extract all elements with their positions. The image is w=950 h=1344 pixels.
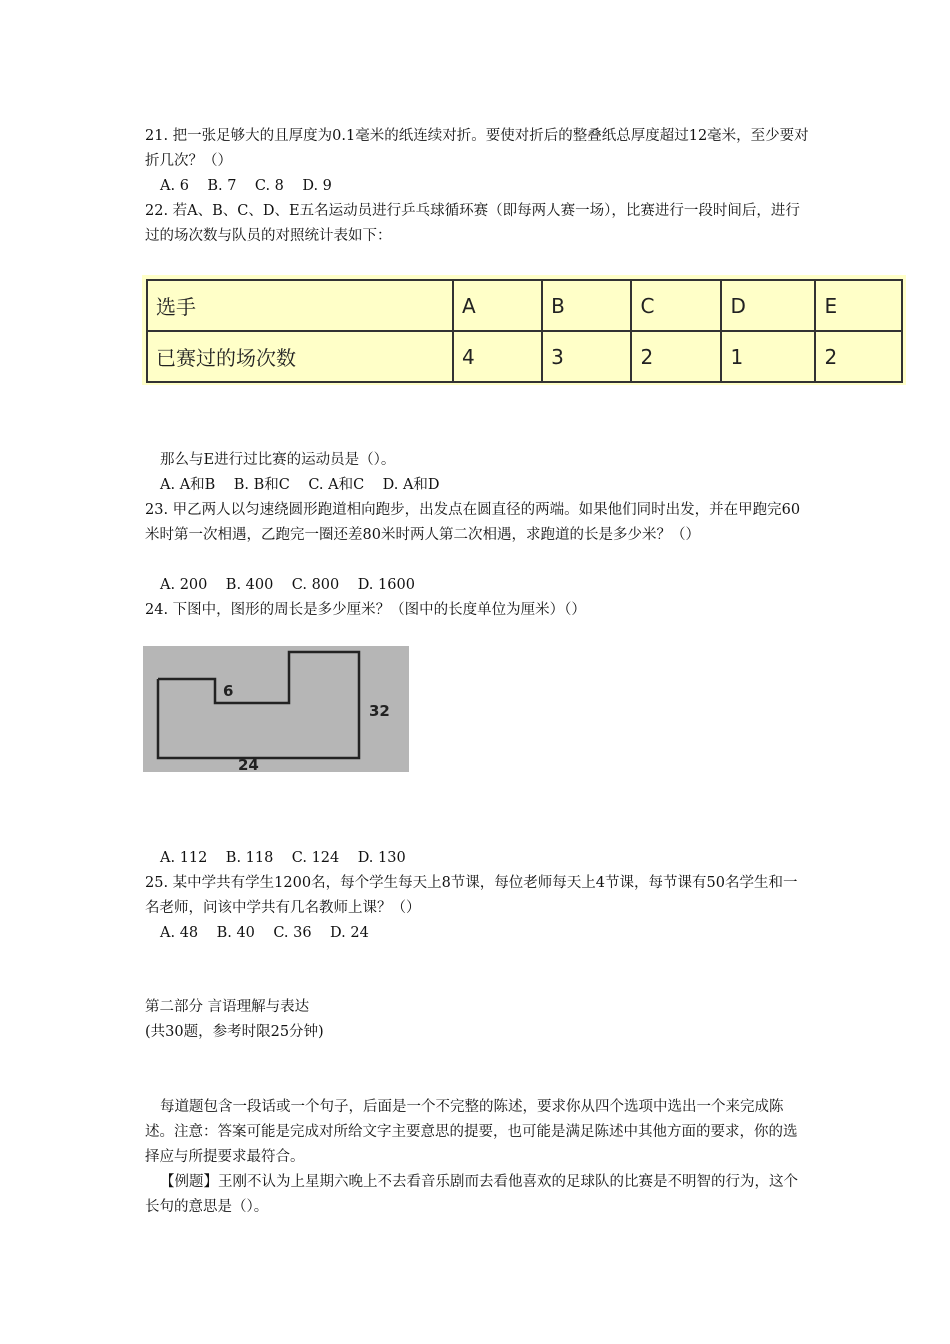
label-bottom: 24 xyxy=(238,756,259,772)
stats-table xyxy=(146,279,903,383)
table-cell: 1 xyxy=(721,331,815,382)
figure-outline xyxy=(158,652,359,758)
part2-subtitle: (共30题，参考时限25分钟) xyxy=(145,1024,324,1040)
q21-options: A. 6 B. 7 C. 8 D. 9 xyxy=(160,178,332,194)
q24-options: A. 112 B. 118 C. 124 D. 130 xyxy=(160,850,406,866)
label-top: 6 xyxy=(223,682,234,700)
table-cell: 3 xyxy=(542,331,631,382)
table-cell: B xyxy=(542,280,631,331)
label-right: 32 xyxy=(369,702,390,720)
table-cell: 2 xyxy=(631,331,721,382)
q25-options: A. 48 B. 40 C. 36 D. 24 xyxy=(160,925,369,941)
table-cell: 2 xyxy=(815,331,902,382)
table-cell: A xyxy=(453,280,542,331)
part2-instructions: 每道题包含一段话或一个句子，后面是一个不完整的陈述，要求你从四个选项中选出一个来完成陈述。注意：答案可能是完成对所给文字主要意思的提要，也可能是满足陈述中其他方面的要求，你的选择应与所提要求最符合。 xyxy=(145,1099,798,1165)
table-cell: 选手 xyxy=(147,280,453,331)
q22-options: A. A和B B. B和C C. A和C D. A和D xyxy=(160,477,440,493)
q22-text: 22. 若A、B、C、D、E五名运动员进行乒乓球循环赛（即每两人赛一场），比赛进行一段时间后，进行过的场次数与队员的对照统计表如下： xyxy=(145,203,800,244)
q24-text: 24. 下图中，图形的周长是多少厘米？（图中的长度单位为厘米）（） xyxy=(145,602,586,618)
q23-text: 23. 甲乙两人以匀速绕圆形跑道相向跑步，出发点在圆直径的两端。如果他们同时出发，并在甲跑完60米时第一次相遇，乙跑完一圈还差80米时两人第二次相遇，求跑道的长是多少米？（） xyxy=(145,502,801,543)
table-row xyxy=(147,331,902,382)
table-cell: 4 xyxy=(453,331,542,382)
part2-title: 第二部分 言语理解与表达 xyxy=(145,999,310,1015)
stats-table-panel xyxy=(142,275,906,385)
part2-example: 【例题】王刚不认为上星期六晚上不去看音乐剧而去看他喜欢的足球队的比赛是不明智的行为，这个长句的意思是（）。 xyxy=(145,1174,798,1215)
q23-options: A. 200 B. 400 C. 800 D. 1600 xyxy=(160,577,415,593)
table-row xyxy=(147,280,902,331)
perimeter-figure-svg xyxy=(143,646,409,772)
table-cell: E xyxy=(815,280,902,331)
q22-question: 那么与E进行过比赛的运动员是（）。 xyxy=(160,452,396,468)
table-cell: C xyxy=(631,280,721,331)
q21-text: 21. 把一张足够大的且厚度为0.1毫米的纸连续对折。要使对折后的整叠纸总厚度超过12毫米，至少要对折几次？（） xyxy=(145,128,809,169)
perimeter-figure xyxy=(143,646,409,772)
table-cell: 已赛过的场次数 xyxy=(147,331,453,382)
table-cell: D xyxy=(721,280,815,331)
q25-text: 25. 某中学共有学生1200名，每个学生每天上8节课，每位老师每天上4节课，每节课有50名学生和一名老师，问该中学共有几名教师上课？（） xyxy=(145,875,798,916)
